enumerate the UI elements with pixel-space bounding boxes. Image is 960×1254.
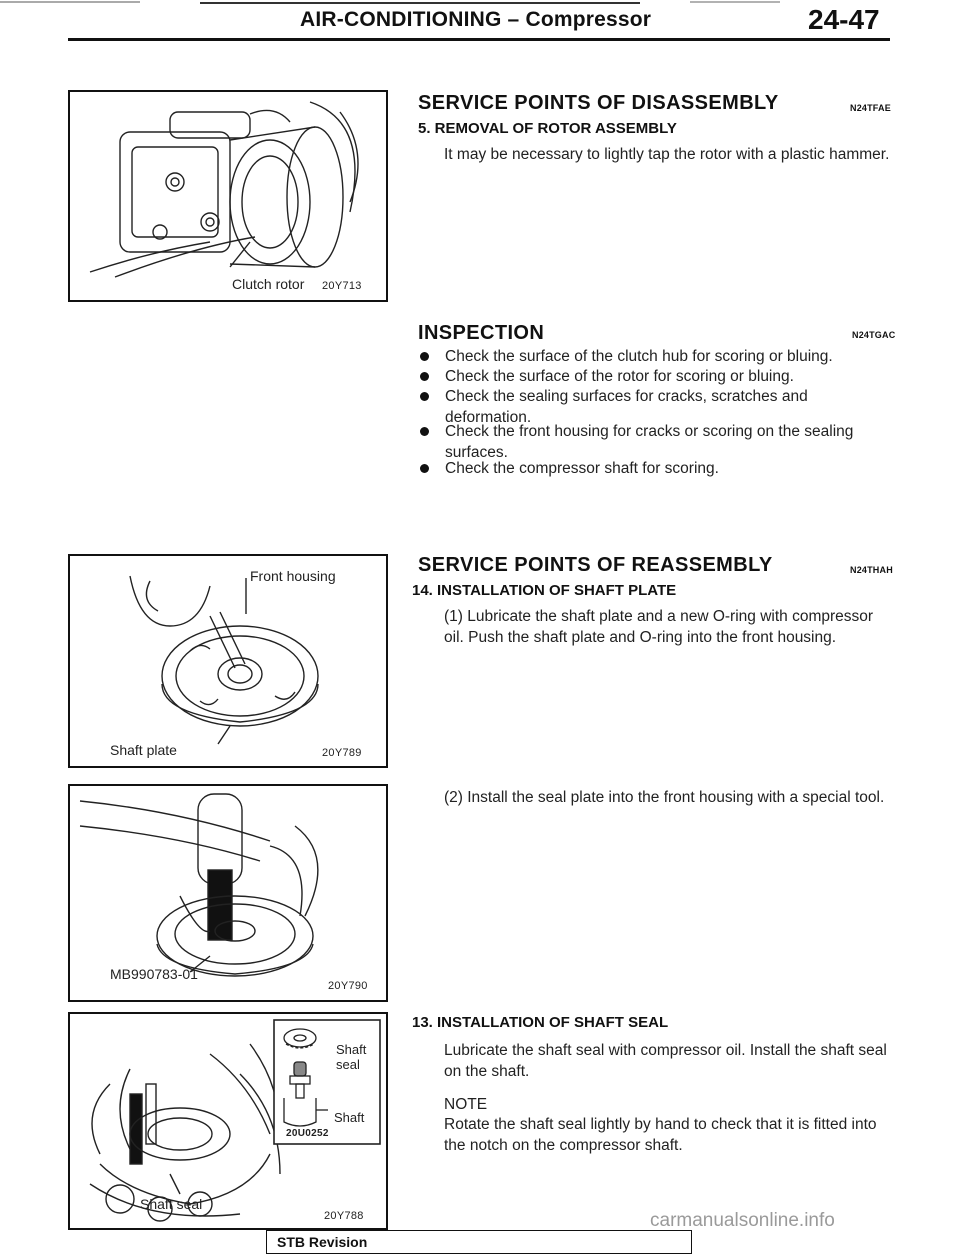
bullet-icon [420, 372, 429, 381]
figure-code: 20Y788 [324, 1210, 364, 1222]
step-5-text: It may be necessary to lightly tap the rotor with a plastic hammer. [444, 146, 890, 163]
bullet-icon [420, 352, 429, 361]
step-13-title: 13. INSTALLATION OF SHAFT SEAL [412, 1014, 669, 1031]
bullet-icon [420, 427, 429, 436]
section-code: N24TFAE [850, 103, 891, 113]
figure-code: 20Y713 [322, 280, 362, 292]
figure-clutch-rotor [68, 90, 388, 302]
figure-code: 20Y790 [328, 980, 368, 992]
page-header-title: AIR-CONDITIONING – Compressor [300, 8, 652, 31]
heading-inspection: INSPECTION [418, 322, 545, 344]
watermark: carmanualsonline.info [650, 1210, 835, 1231]
front-housing-illustration [70, 556, 386, 766]
heading-disassembly: SERVICE POINTS OF DISASSEMBLY [418, 92, 779, 114]
inset-code: 20U0252 [286, 1128, 329, 1139]
page-number: 24-47 [808, 4, 880, 35]
heading-reassembly: SERVICE POINTS OF REASSEMBLY [418, 554, 773, 576]
revision-box: STB Revision [266, 1230, 692, 1254]
bullet-icon [420, 392, 429, 401]
compressor-clutch-illustration [70, 92, 386, 300]
figure-label-bottom: Shaft plate [110, 742, 177, 758]
figure-label: Clutch rotor [232, 276, 305, 292]
step-14-sub1: (1) Lubricate the shaft plate and a new O-ring with compressor oil. Push the shaft plate and O-ring into the front housing. [444, 608, 874, 646]
header-rule [68, 38, 890, 41]
figure-special-tool [68, 784, 388, 1002]
bullet-icon [420, 464, 429, 473]
inset-label-shaft: Shaft [334, 1110, 365, 1125]
figure-label-top: Front housing [250, 568, 336, 584]
figure-front-housing [68, 554, 388, 768]
tool-part-number: MB990783-01 [110, 966, 198, 982]
figure-code: 20Y789 [322, 747, 362, 759]
figure-label: Shaft seal [140, 1196, 203, 1212]
note-text: Rotate the shaft seal lightly by hand to check that it is fitted into the notch on the compressor shaft. [444, 1116, 877, 1154]
note-label: NOTE [444, 1096, 488, 1113]
section-code: N24TGAC [852, 330, 896, 340]
step-14-sub2: (2) Install the seal plate into the front housing with a special tool. [444, 789, 885, 806]
inset-label-seal: Shaft seal [336, 1042, 367, 1072]
figure-shaft-seal [68, 1012, 388, 1230]
step-14-title: 14. INSTALLATION OF SHAFT PLATE [412, 582, 677, 599]
section-code: N24THAH [850, 565, 893, 575]
step-13-text: Lubricate the shaft seal with compressor oil. Install the shaft seal on the shaft. [444, 1042, 887, 1080]
step-5-title: 5. REMOVAL OF ROTOR ASSEMBLY [418, 120, 677, 137]
